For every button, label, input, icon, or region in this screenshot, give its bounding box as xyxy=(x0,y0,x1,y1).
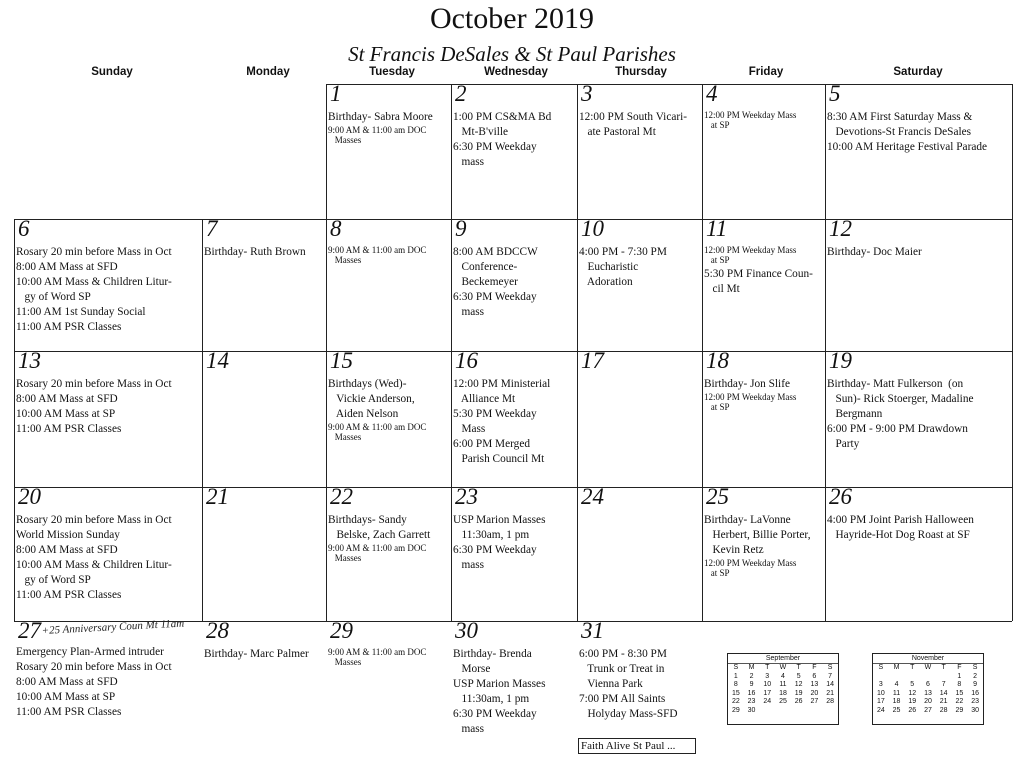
event-list xyxy=(827,110,1012,155)
event-list xyxy=(328,245,451,267)
mini-calendar-date: 28 xyxy=(939,706,948,714)
event-item: 9:00 AM & 11:00 am DOC Masses xyxy=(328,543,427,563)
mini-calendar-weekday: S xyxy=(733,664,739,671)
mini-calendar-date: 15 xyxy=(955,689,964,697)
event-item: USP Marion Masses 11:30am, 1 pm xyxy=(453,514,546,541)
event-item: 11:00 AM PSR Classes xyxy=(16,423,122,435)
day-number: 5 xyxy=(829,84,841,106)
day-number: 2 xyxy=(455,84,467,106)
event-item: 9:00 AM & 11:00 am DOC Masses xyxy=(328,245,427,265)
mini-calendar-weekday: T xyxy=(941,664,946,671)
mini-calendar-month: November xyxy=(873,654,983,664)
mini-calendar-date: 16 xyxy=(747,689,756,697)
event-list xyxy=(328,110,451,147)
event-item: 6:30 PM Weekday mass xyxy=(453,291,537,318)
day-number: 21 xyxy=(206,487,229,509)
day-cell-25[interactable] xyxy=(702,487,825,621)
day-number: 1 xyxy=(330,84,342,106)
mini-calendar-date: 20 xyxy=(924,698,932,705)
mini-calendar-date: 18 xyxy=(892,698,901,705)
event-item: 5:30 PM Weekday Mass xyxy=(453,408,537,435)
mini-calendar-date: 5 xyxy=(796,672,801,680)
mini-calendar-date: 17 xyxy=(876,698,885,705)
event-item: 11:00 AM PSR Classes xyxy=(16,589,122,601)
mini-calendar-date xyxy=(775,707,791,716)
event-list xyxy=(328,377,451,444)
day-cell-8[interactable] xyxy=(326,219,451,351)
event-list xyxy=(579,245,702,290)
day-number: 11 xyxy=(706,219,728,241)
mini-calendar-date: 12 xyxy=(908,689,917,697)
event-item: 6:30 PM Weekday mass xyxy=(453,544,537,571)
event-list xyxy=(204,245,326,260)
mini-calendar-date: 4 xyxy=(894,681,899,688)
mini-calendar-month: September xyxy=(728,654,838,664)
day-cell-23[interactable] xyxy=(451,487,577,621)
day-cell-3[interactable] xyxy=(577,84,702,219)
mini-calendar-date xyxy=(759,707,775,716)
mini-calendar-date: 3 xyxy=(878,681,883,688)
event-list xyxy=(704,377,825,414)
day-number: 31 xyxy=(581,621,604,643)
event-list xyxy=(704,513,825,580)
day-number: 29 xyxy=(330,621,353,643)
mini-calendar-september xyxy=(727,653,839,725)
event-list xyxy=(453,377,577,467)
mini-calendar-weekday: S xyxy=(972,664,978,671)
event-list xyxy=(827,377,1012,452)
day-name-friday: Friday xyxy=(748,66,784,78)
mini-calendar-date: 27 xyxy=(810,698,819,705)
mini-calendar-date: 9 xyxy=(749,681,754,688)
mini-calendar-date xyxy=(822,707,838,716)
day-cell-17[interactable] xyxy=(577,351,702,487)
day-name-sunday: Sunday xyxy=(91,66,133,78)
mini-calendar-date: 25 xyxy=(892,706,901,714)
day-cell-4[interactable] xyxy=(702,84,825,219)
mini-calendar-date: 19 xyxy=(908,698,917,705)
event-item: 9:00 AM & 11:00 am DOC Masses xyxy=(328,422,427,442)
day-number: 19 xyxy=(829,351,852,373)
day-number: 3 xyxy=(581,84,593,106)
event-item: 8:00 AM Mass at SFD xyxy=(16,544,118,556)
mini-calendar-date: 25 xyxy=(779,698,787,705)
day-number: 10 xyxy=(581,219,604,241)
event-item: Rosary 20 min before Mass in Oct xyxy=(16,378,172,390)
mini-calendar-date: 14 xyxy=(939,689,948,697)
mini-calendar-date: 28 xyxy=(826,698,834,705)
mini-calendar-date: 21 xyxy=(939,698,948,705)
day-number: 12 xyxy=(829,219,852,241)
day-cell-27[interactable] xyxy=(14,621,202,760)
event-item: 12:00 PM Weekday Mass at SP xyxy=(704,558,797,578)
faith-alive-note: Faith Alive St Paul ... xyxy=(578,738,696,754)
day-name-wednesday: Wednesday xyxy=(484,66,548,78)
mini-calendar-date: 1 xyxy=(957,672,962,680)
event-item: 6:00 PM Merged Parish Council Mt xyxy=(453,438,545,465)
event-item: Birthday- Marc Palmer xyxy=(204,648,309,660)
day-number: 7 xyxy=(206,219,218,241)
event-list xyxy=(827,245,1012,260)
event-item: 8:30 AM First Saturday Mass & Devotions-St Francis DeSales xyxy=(827,111,973,138)
mini-calendar-date: 9 xyxy=(973,681,978,688)
event-item: 10:00 AM Mass at SP xyxy=(16,691,116,703)
event-item: Birthday- LaVonne Herbert, Billie Porter, Kevin Retz xyxy=(704,514,811,556)
day-cell-30[interactable] xyxy=(451,621,577,760)
event-item: 8:00 AM BDCCW Conference- Beckemeyer xyxy=(453,246,538,288)
event-list xyxy=(453,513,577,573)
day-cell-28[interactable] xyxy=(202,621,326,760)
day-cell-20[interactable] xyxy=(14,487,202,621)
day-number: 14 xyxy=(206,351,229,373)
day-number: 24 xyxy=(581,487,604,509)
event-item: Emergency Plan-Armed intruder xyxy=(16,646,164,658)
event-list xyxy=(16,377,202,437)
event-item: 4:00 PM Joint Parish Halloween Hayride-Hot Dog Roast at SF xyxy=(827,514,974,541)
mini-calendar-weekday: S xyxy=(827,664,833,671)
mini-calendar-date: 8 xyxy=(733,681,738,688)
event-item: World Mission Sunday xyxy=(16,529,120,541)
mini-calendar-date: 23 xyxy=(971,698,979,705)
handwritten-note: +25 Anniversary Coun Mt 11am xyxy=(41,617,185,637)
mini-calendar-date: 15 xyxy=(731,689,740,697)
mini-calendar-table xyxy=(728,664,838,715)
event-item: 12:00 PM Weekday Mass at SP xyxy=(704,245,797,265)
day-cell-16[interactable] xyxy=(451,351,577,487)
mini-calendar-date: 10 xyxy=(876,689,885,697)
mini-calendar-date: 26 xyxy=(794,698,803,705)
mini-calendar-date: 7 xyxy=(941,681,946,688)
mini-calendar-date: 10 xyxy=(763,681,772,688)
event-item: 8:00 AM Mass at SFD xyxy=(16,393,118,405)
day-cell-12[interactable] xyxy=(825,219,1012,351)
day-cell-11[interactable] xyxy=(702,219,825,351)
event-item: 11:00 AM 1st Sunday Social xyxy=(16,306,146,318)
mini-calendar-weekday: T xyxy=(765,664,770,671)
day-number: 13 xyxy=(18,351,41,373)
event-item: 8:00 AM Mass at SFD xyxy=(16,676,118,688)
mini-calendar-date: 12 xyxy=(794,681,803,688)
day-name-saturday: Saturday xyxy=(893,66,943,78)
day-cell-21[interactable] xyxy=(202,487,326,621)
event-list xyxy=(579,110,702,140)
event-item: 8:00 AM Mass at SFD xyxy=(16,261,118,273)
day-number: 18 xyxy=(706,351,729,373)
event-list xyxy=(328,513,451,565)
day-cell-14[interactable] xyxy=(202,351,326,487)
mini-calendar-date: 13 xyxy=(924,689,932,697)
day-number: 4 xyxy=(706,84,718,106)
event-list xyxy=(16,245,202,335)
event-item: 6:30 PM Weekday mass xyxy=(453,708,537,735)
day-number: 16 xyxy=(455,351,478,373)
event-list xyxy=(704,245,825,297)
event-list xyxy=(827,513,1012,543)
day-cell-24[interactable] xyxy=(577,487,702,621)
day-number: 26 xyxy=(829,487,852,509)
mini-calendar-date xyxy=(936,673,952,682)
mini-calendar-date: 11 xyxy=(779,681,787,688)
event-list xyxy=(453,245,577,320)
event-item: 12:00 PM Weekday Mass at SP xyxy=(704,392,797,412)
mini-calendar-weekday: T xyxy=(796,664,801,671)
mini-calendar-weekday: W xyxy=(779,664,787,671)
event-item: 4:00 PM - 7:30 PM Eucharistic Adoration xyxy=(579,246,667,288)
mini-calendar-date: 6 xyxy=(812,672,817,680)
mini-calendar-date: 8 xyxy=(957,681,962,688)
mini-calendar-date: 22 xyxy=(731,698,740,705)
day-number: 17 xyxy=(581,351,604,373)
mini-calendar-date xyxy=(920,673,936,682)
page-title: October 2019 xyxy=(429,2,595,35)
mini-calendar-date: 14 xyxy=(826,681,834,688)
mini-calendar-date: 16 xyxy=(971,689,979,697)
event-item: 10:00 AM Mass & Children Litur- gy of Word SP xyxy=(16,559,172,586)
event-item: Birthday- Matt Fulkerson (on Sun)- Rick Stoerger, Madaline Bergmann xyxy=(827,378,974,420)
event-item: 11:00 AM PSR Classes xyxy=(16,706,122,718)
mini-calendar-date: 23 xyxy=(747,698,756,705)
mini-calendar-date: 7 xyxy=(828,672,833,680)
mini-calendar-date: 29 xyxy=(731,706,740,714)
event-item: 12:00 PM Weekday Mass at SP xyxy=(704,110,797,130)
mini-calendar-date: 18 xyxy=(779,689,787,697)
event-item: Birthday- Ruth Brown xyxy=(204,246,306,258)
mini-calendar-weekday: F xyxy=(957,664,962,671)
mini-calendar-weekday: T xyxy=(910,664,915,671)
event-item: Birthdays (Wed)- Vickie Anderson, Aiden Nelson xyxy=(328,378,415,420)
event-item: Rosary 20 min before Mass in Oct xyxy=(16,514,172,526)
event-item: 6:30 PM Weekday mass xyxy=(453,141,537,168)
mini-calendar-date: 21 xyxy=(826,689,834,697)
event-item: 9:00 AM & 11:00 am DOC Masses xyxy=(328,125,427,145)
mini-calendar-date: 22 xyxy=(955,698,964,705)
event-item: Birthday- Doc Maier xyxy=(827,246,922,258)
mini-calendar-date: 11 xyxy=(892,689,901,697)
event-item: 5:30 PM Finance Coun- cil Mt xyxy=(704,268,813,295)
day-name-tuesday: Tuesday xyxy=(369,66,415,78)
day-cell-1[interactable] xyxy=(326,84,451,219)
day-cell-9[interactable] xyxy=(451,219,577,351)
mini-calendar-date: 24 xyxy=(763,698,772,705)
day-number: 22 xyxy=(330,487,353,509)
mini-calendar-date: 13 xyxy=(810,681,819,688)
day-cell-13[interactable] xyxy=(14,351,202,487)
event-item: 12:00 PM South Vicari- ate Pastoral Mt xyxy=(579,111,688,138)
day-cell-29[interactable] xyxy=(326,621,451,760)
mini-calendar-date: 24 xyxy=(876,706,885,714)
day-cell-19[interactable] xyxy=(825,351,1012,487)
mini-calendar-date: 19 xyxy=(794,689,803,697)
mini-calendar-date: 26 xyxy=(908,706,917,714)
day-cell-10[interactable] xyxy=(577,219,702,351)
day-number: 15 xyxy=(330,351,353,373)
day-number: 28 xyxy=(206,621,229,643)
mini-calendar-date: 27 xyxy=(924,706,932,714)
day-number: 9 xyxy=(455,219,467,241)
event-list xyxy=(16,645,202,720)
event-item: 10:00 AM Mass at SP xyxy=(16,408,116,420)
mini-calendar-date: 2 xyxy=(749,672,754,680)
event-list xyxy=(16,513,202,603)
event-item: Birthday- Jon Slife xyxy=(704,378,790,390)
day-number: 8 xyxy=(330,219,342,241)
event-item: 9:00 AM & 11:00 am DOC Masses xyxy=(328,647,427,667)
mini-calendar-date xyxy=(889,673,905,682)
event-item: Rosary 20 min before Mass in Oct xyxy=(16,661,172,673)
event-item: Birthdays- Sandy Belske, Zach Garrett xyxy=(328,514,431,541)
day-cell-6[interactable] xyxy=(14,219,202,351)
event-list xyxy=(579,647,702,722)
mini-calendar-date: 4 xyxy=(781,672,785,680)
mini-calendar-weekday: F xyxy=(812,664,817,671)
day-number: 25 xyxy=(706,487,729,509)
day-cell-18[interactable] xyxy=(702,351,825,487)
day-number: 6 xyxy=(18,219,30,241)
page-subtitle: St Francis DeSales & St Paul Parishes xyxy=(348,42,676,66)
day-number: 20 xyxy=(18,487,41,509)
mini-calendar-date: 20 xyxy=(810,689,819,697)
mini-calendar-date xyxy=(904,673,920,682)
mini-calendar-date: 1 xyxy=(733,672,738,680)
event-item: 10:00 AM Heritage Festival Parade xyxy=(827,141,988,153)
mini-calendar-weekday: M xyxy=(893,664,900,671)
mini-calendar-table xyxy=(873,664,983,715)
day-number: 30 xyxy=(455,621,478,643)
event-item: 7:00 PM All Saints Holyday Mass-SFD xyxy=(579,693,678,720)
mini-calendar-date: 2 xyxy=(973,672,978,680)
event-item: 11:00 AM PSR Classes xyxy=(16,321,122,333)
day-cell-5[interactable] xyxy=(825,84,1012,219)
day-cell-22[interactable] xyxy=(326,487,451,621)
mini-calendar-date: 17 xyxy=(763,689,772,697)
mini-calendar-november xyxy=(872,653,984,725)
event-item: 10:00 AM Mass & Children Litur- gy of Word SP xyxy=(16,276,172,303)
mini-calendar-date: 5 xyxy=(910,681,915,688)
event-item: USP Marion Masses 11:30am, 1 pm xyxy=(453,678,546,705)
mini-calendar-date: 6 xyxy=(926,681,930,688)
mini-calendar-weekday: S xyxy=(878,664,884,671)
day-cell-2[interactable] xyxy=(451,84,577,219)
event-list xyxy=(453,110,577,170)
event-list xyxy=(204,647,326,662)
mini-calendar-date xyxy=(807,707,823,716)
mini-calendar-date: 29 xyxy=(955,706,964,714)
grid-line-vertical xyxy=(1012,84,1013,621)
day-name-thursday: Thursday xyxy=(615,66,667,78)
event-list xyxy=(328,647,451,669)
mini-calendar-date xyxy=(791,707,807,716)
day-number: 23 xyxy=(455,487,478,509)
event-item: 12:00 PM Ministerial Alliance Mt xyxy=(453,378,551,405)
event-list xyxy=(453,647,577,737)
day-name-monday: Monday xyxy=(246,66,290,78)
event-item: Birthday- Sabra Moore xyxy=(328,111,433,123)
mini-calendar-date xyxy=(873,673,889,682)
mini-calendar-date: 30 xyxy=(971,706,979,714)
mini-calendar-date: 30 xyxy=(747,706,756,714)
event-item: 1:00 PM CS&MA Bd Mt-B'ville xyxy=(453,111,552,138)
mini-calendar-date: 3 xyxy=(765,672,770,680)
day-cell-26[interactable] xyxy=(825,487,1012,621)
day-cell-7[interactable] xyxy=(202,219,326,351)
mini-calendar-weekday: M xyxy=(748,664,755,671)
event-item: 6:00 PM - 8:30 PM Trunk or Treat in Vienna Park xyxy=(579,648,667,690)
event-list xyxy=(704,110,825,132)
mini-calendar-weekday: W xyxy=(924,664,932,671)
event-item: 6:00 PM - 9:00 PM Drawdown Party xyxy=(827,423,968,450)
event-item: Rosary 20 min before Mass in Oct xyxy=(16,246,172,258)
day-number: 27 xyxy=(18,621,41,643)
event-item: Birthday- Brenda Morse xyxy=(453,648,532,675)
day-cell-15[interactable] xyxy=(326,351,451,487)
